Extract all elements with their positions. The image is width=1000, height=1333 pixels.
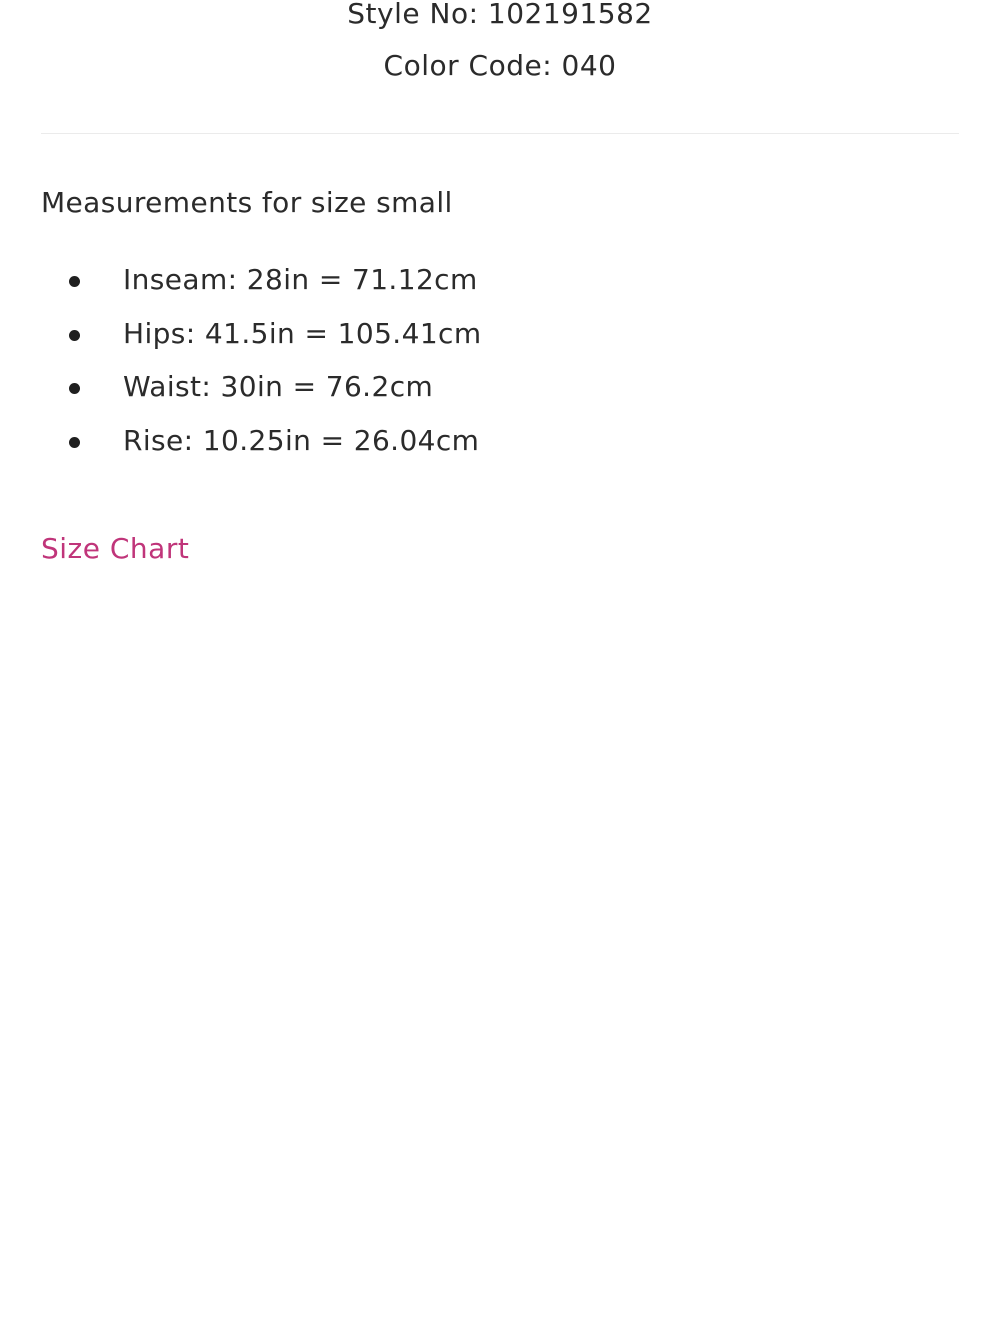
measurement-rise: Rise: 10.25in = 26.04cm	[123, 423, 480, 457]
bullet-icon	[69, 276, 80, 287]
measurement-hips: Hips: 41.5in = 105.41cm	[123, 316, 482, 350]
color-code: Color Code: 040	[383, 49, 617, 82]
size-chart-link[interactable]: Size Chart	[41, 532, 190, 565]
style-number: Style No: 102191582	[347, 0, 653, 30]
bullet-icon	[69, 383, 80, 394]
section-divider	[41, 133, 959, 134]
bullet-icon	[69, 437, 80, 448]
bullet-icon	[69, 330, 80, 341]
measurements-title: Measurements for size small	[41, 186, 453, 219]
measurement-inseam: Inseam: 28in = 71.12cm	[123, 263, 478, 296]
measurement-waist: Waist: 30in = 76.2cm	[123, 370, 434, 403]
